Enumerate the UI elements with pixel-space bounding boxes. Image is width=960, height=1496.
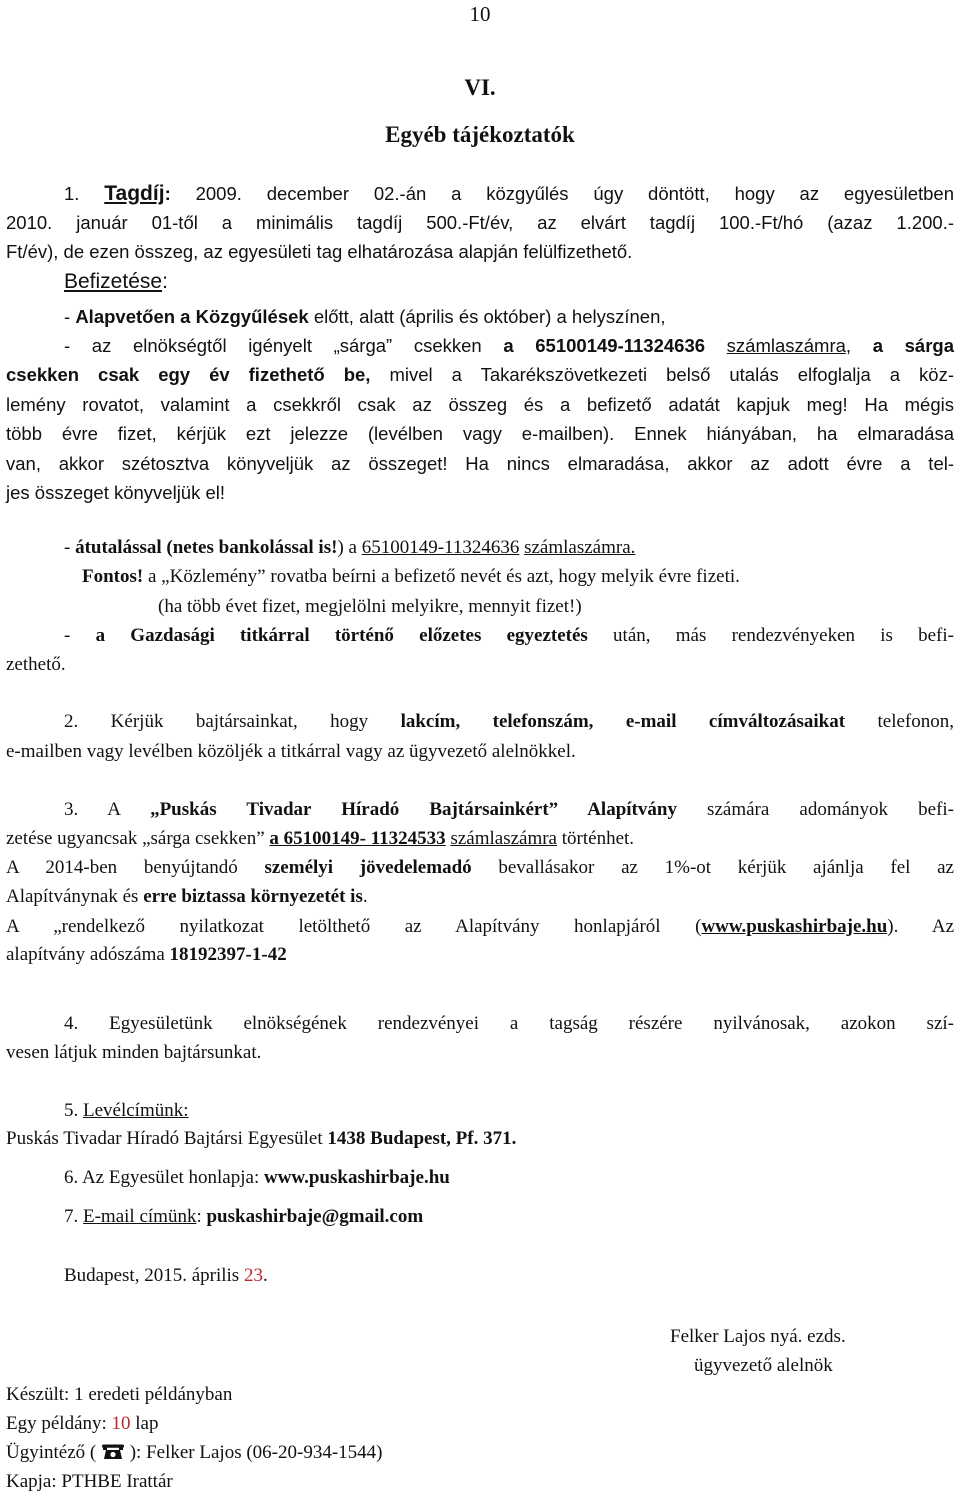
- date-dot: .: [262, 1265, 268, 1286]
- section-title: Egyéb tájékoztatók: [385, 122, 575, 147]
- signature-name: Felker Lajos nyá. ezds.: [670, 1326, 846, 1347]
- bold-text: csekken csak egy év fizethető be,: [6, 364, 371, 385]
- bold-text: a Gazdasági titkárral történő előzetes egyeztetés: [95, 625, 588, 646]
- text: mivel a Takarékszövetkezeti belső utalás elfoglalja a köz-: [370, 364, 955, 385]
- text: lap: [130, 1413, 159, 1434]
- gazdasagi-line2: zethető.: [6, 654, 66, 675]
- bold-text: erre biztassa környezetét is: [143, 886, 363, 907]
- dash: -: [64, 537, 76, 558]
- account-number: a 65100149- 11324533: [269, 828, 446, 849]
- item1-number: 1.: [64, 183, 80, 204]
- item1-colon: :: [164, 183, 171, 204]
- csekk-line4: több évre fizet, kérjük ezt jelezze (levélben vagy e-mailben). Ennek hiányában, ha elmaradása: [6, 423, 954, 444]
- fontos-note: (ha több évet fizet, megjelölni melyikre, mennyit fizet!): [158, 596, 582, 617]
- item1-line3: Ft/év), de ezen összeg, az egyesületi tag elhatározása alapján felülfizethető.: [6, 241, 633, 262]
- text: Puskás Tivadar Híradó Bajtársi Egyesület: [6, 1128, 328, 1149]
- item5-address: [6, 1128, 516, 1150]
- section-roman: VI.: [464, 75, 496, 100]
- text: Egy példány:: [6, 1413, 112, 1434]
- signature-title: ügyvezető alelnök: [694, 1355, 833, 1376]
- footer-recipient: Kapja: PTHBE Irattár: [6, 1471, 173, 1492]
- item5-label: Levélcímünk:: [83, 1100, 189, 1121]
- item3-line3: [6, 857, 954, 879]
- comma: ,: [845, 335, 873, 356]
- text: Alapítványnak és: [6, 886, 144, 907]
- item5-number: 5.: [64, 1100, 83, 1121]
- item7-label: E-mail címünk: [83, 1206, 197, 1227]
- text: számára adományok befi-: [676, 799, 954, 820]
- text: bevallásakor az 1%-ot kérjük ajánlja fel az: [471, 857, 954, 878]
- date-day: 23: [243, 1265, 263, 1286]
- befizetese-label: Befizetése: [64, 270, 163, 293]
- bold-text: a sárga: [872, 335, 954, 356]
- text: 2. Kérjük bajtársainkat, hogy: [64, 711, 401, 732]
- date-line: [64, 1265, 268, 1287]
- website-link[interactable]: www.puskashirbaje.hu: [263, 1167, 450, 1188]
- text: 3. A: [64, 799, 151, 820]
- footer-pages: [6, 1413, 159, 1435]
- footer-contact: [6, 1442, 382, 1464]
- item3-line1: [64, 799, 954, 821]
- text: zetése ugyancsak „sárga csekken”: [6, 828, 270, 849]
- item3-line6: [6, 944, 287, 966]
- csekk-line2: [6, 364, 954, 386]
- page-number: 10: [469, 2, 491, 26]
- email-link[interactable]: puskashirbaje@gmail.com: [206, 1206, 424, 1227]
- bullet-atutalas: [64, 537, 635, 559]
- bold-text: lakcím, telefonszám, e-mail címváltozásaikat: [400, 711, 846, 732]
- bullet-kozgyules: [64, 306, 666, 328]
- text: előtt, alatt (április és október) a helyszínen,: [308, 306, 666, 327]
- item2-line1: [64, 711, 954, 733]
- account-word: számlaszámra.: [524, 537, 636, 558]
- csekk-line3: lemény rovatot, valamint a csekkről csak az összeg és a befizető adatát kapjuk meg! Ha mégis: [6, 394, 954, 415]
- item7-line: [64, 1206, 423, 1228]
- befizetese-heading: Befizetése:: [64, 270, 168, 293]
- date-text: Budapest, 2015. április: [64, 1265, 244, 1286]
- page-count: 10: [111, 1413, 131, 1434]
- text: után, más rendezvényeken is befi-: [587, 625, 954, 646]
- text: ): Felker Lajos (06-20-934-1544): [129, 1442, 383, 1463]
- space: [705, 335, 727, 356]
- text: A 2014-ben benyújtandó: [6, 857, 265, 878]
- bullet-sarga-csekk: [64, 335, 954, 357]
- bold-text: Alapvetően a Közgyűlések: [75, 306, 309, 327]
- item7-number: 7.: [64, 1206, 83, 1227]
- item1-text: 2009. december 02.-án a közgyűlés úgy döntött, hogy az egyesületben: [195, 183, 954, 204]
- item4-line2: vesen látjuk minden bajtársunkat.: [6, 1042, 262, 1063]
- text: Ügyintéző (: [6, 1442, 97, 1463]
- dash: -: [64, 306, 76, 327]
- fontos-line: [82, 566, 740, 588]
- tax-number: 18192397-1-42: [169, 944, 287, 965]
- footer-copies: Készült: 1 eredeti példányban: [6, 1384, 233, 1405]
- text: telefonon,: [845, 711, 954, 732]
- text: A „rendelkező nyilatkozat letölthető az Alapítvány honlapjáról (: [6, 916, 702, 937]
- text: .: [362, 886, 368, 907]
- account-number: a 65100149-11324636: [503, 335, 706, 356]
- bold-text: személyi jövedelemadó: [264, 857, 472, 878]
- account-number: 65100149-11324636: [361, 537, 520, 558]
- item2-line2: e-mailben vagy levélben közöljék a titkárral vagy az ügyvezető alelnökkel.: [6, 741, 576, 762]
- bold-text: 1438 Budapest, Pf. 371.: [327, 1128, 517, 1149]
- telephone-icon: [101, 1444, 125, 1460]
- fontos-label: Fontos!: [82, 566, 144, 587]
- foundation-website-link[interactable]: www.puskashirbaje.hu: [701, 916, 888, 937]
- item3-line5: [6, 916, 954, 938]
- text: 6. Az Egyesület honlapja:: [64, 1167, 264, 1188]
- item1-line1: [64, 183, 954, 205]
- text: a „Közlemény” rovatba beírni a befizető nevét és azt, hogy melyik évre fizeti.: [143, 566, 740, 587]
- item5-heading: [64, 1100, 189, 1122]
- item6-line: [64, 1167, 450, 1189]
- account-word: számlaszámra: [450, 828, 557, 849]
- item1-line2: 2010. január 01-től a minimális tagdíj 500.-Ft/év, az elvárt tagdíj 100.-Ft/hó (azaz 1.200.-: [6, 212, 954, 233]
- account-word: számlaszámra: [726, 335, 846, 356]
- item4-line1: 4. Egyesületünk elnökségének rendezvényei a tagság részére nyilvánosak, azokon szí-: [64, 1013, 954, 1034]
- item1-label: Tagdíj: [104, 182, 165, 205]
- text: - az elnökségtől igényelt „sárga” csekken: [64, 335, 504, 356]
- text: történhet.: [557, 828, 635, 849]
- colon: :: [196, 1206, 207, 1227]
- bullet-gazdasagi: [64, 625, 954, 647]
- item3-line2: [6, 828, 634, 850]
- bold-text: „Puskás Tivadar Híradó Bajtársainkért” Alapítvány: [150, 799, 677, 820]
- text: alapítvány adószáma: [6, 944, 170, 965]
- item3-line4: [6, 886, 368, 908]
- text: ). Az: [887, 916, 954, 937]
- dash: -: [64, 625, 96, 646]
- text: ) a: [337, 537, 362, 558]
- bold-text: átutalással (netes bankolással is!: [75, 537, 338, 558]
- csekk-line6: jes összeget könyveljük el!: [6, 482, 226, 503]
- csekk-line5: van, akkor szétosztva könyveljük az összeget! Ha nincs elmaradása, akkor az adott évre a tel-: [6, 453, 954, 474]
